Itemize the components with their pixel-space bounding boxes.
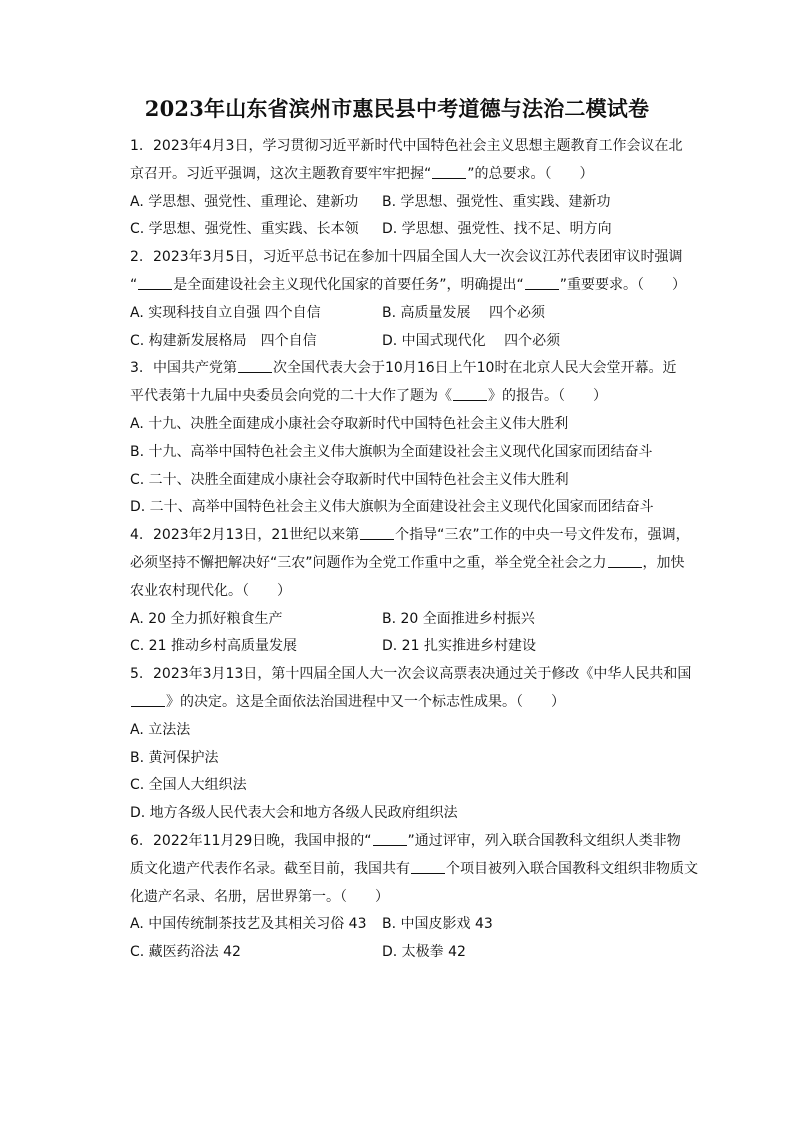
question-4 — [130, 522, 696, 661]
option-b[interactable]: B. 中国皮影戏 43 — [382, 916, 493, 933]
stem-text: “ — [130, 276, 138, 293]
stem-text: 个项目被列入联合国教科文组织非物质文 — [446, 860, 698, 877]
question-stem-line — [130, 856, 696, 884]
option-a[interactable]: A. 20 全力抓好粮食生产 — [130, 610, 283, 627]
answer-blank — [432, 164, 466, 179]
stem-text: 2023年2月13日，21世纪以来第 — [153, 527, 360, 544]
question-number: 1. — [130, 138, 144, 154]
question-2 — [130, 244, 696, 355]
stem-text: 2023年4月3日，学习贯彻习近平新时代中国特色社会主义思想主题教育工作会议在北 — [153, 138, 683, 154]
question-number: 2. — [130, 249, 144, 266]
answer-blank — [238, 358, 272, 373]
option-d[interactable]: D. 太极拳 42 — [382, 944, 466, 961]
option-d[interactable]: D. 二十、高举中国特色社会主义伟大旗帜为全面建设社会主义现代化国家而团结奋斗 — [130, 499, 654, 516]
options — [130, 717, 696, 828]
question-stem-line — [130, 244, 696, 272]
question-3 — [130, 355, 696, 522]
answer-blank — [411, 859, 445, 874]
question-1 — [130, 133, 696, 244]
answer-blank — [373, 831, 407, 846]
question-number: 3. — [130, 360, 144, 377]
question-stem-line — [130, 522, 696, 550]
stem-text: 是全面建设社会主义现代化国家的首要任务”，明确提出“ — [173, 276, 524, 293]
question-stem-line — [130, 578, 696, 606]
question-list — [130, 133, 696, 967]
stem-text: 质文化遗产代表作名录。截至目前，我国共有 — [130, 860, 410, 877]
stem-text: 京召开。习近平强调，这次主题教育要牢牢把握“ — [130, 165, 432, 182]
question-6 — [130, 828, 696, 967]
question-stem-line — [130, 272, 696, 300]
question-number: 4. — [130, 527, 144, 544]
document-title: 2023年山东省滨州市惠民县中考道德与法治二模试卷 — [144, 96, 650, 121]
option-a[interactable]: A. 实现科技自立自强 四个自信 — [130, 304, 321, 321]
options — [130, 411, 696, 522]
question-stem-line — [130, 661, 696, 689]
option-c[interactable]: C. 21 推动乡村高质量发展 — [130, 638, 297, 655]
options — [130, 606, 696, 662]
stem-text: 》的决定。这是全面依法治国进程中又一个标志性成果。（ ） — [166, 693, 565, 710]
option-c[interactable]: C. 藏医药浴法 42 — [130, 944, 241, 961]
stem-text: 中国共产党第 — [153, 360, 237, 377]
option-b[interactable]: B. 20 全面推进乡村振兴 — [382, 610, 535, 627]
answer-blank — [525, 275, 559, 290]
stem-text: 2022年11月29日晚，我国申报的“ — [153, 832, 372, 849]
option-d[interactable]: D. 地方各级人民代表大会和地方各级人民政府组织法 — [130, 805, 458, 822]
answer-blank — [138, 275, 172, 290]
options — [130, 189, 696, 245]
question-stem-line — [130, 884, 696, 912]
option-b[interactable]: B. 黄河保护法 — [130, 749, 219, 766]
question-stem-line — [130, 161, 696, 189]
stem-text: 次全国代表大会于10月16日上午10时在北京人民大会堂开幕。近 — [273, 360, 677, 377]
question-number: 5. — [130, 666, 144, 683]
option-d[interactable]: D. 学思想、强党性、找不足、明方向 — [382, 221, 612, 238]
options — [130, 911, 696, 967]
question-stem-line — [130, 133, 696, 161]
question-stem-line — [130, 828, 696, 856]
option-a[interactable]: A. 十九、决胜全面建成小康社会夺取新时代中国特色社会主义伟大胜利 — [130, 415, 569, 432]
stem-text: ，加快 — [642, 554, 685, 571]
options — [130, 300, 696, 356]
question-5 — [130, 661, 696, 828]
stem-text: ”通过评审，列入联合国教科文组织人类非物 — [407, 832, 681, 849]
option-b[interactable]: B. 学思想、强党性、重实践、建新功 — [382, 193, 611, 210]
question-stem-line — [130, 550, 696, 578]
question-stem-line — [130, 355, 696, 383]
option-b[interactable]: B. 十九、高举中国特色社会主义伟大旗帜为全面建设社会主义现代化国家而团结奋斗 — [130, 443, 653, 460]
stem-text: 必须坚持不懈把解决好“三农”问题作为全党工作重中之重，举全党全社会之力 — [130, 554, 607, 571]
option-c[interactable]: C. 构建新发展格局 四个自信 — [130, 332, 317, 349]
question-stem-line — [130, 383, 696, 411]
stem-text: 》的报告。（ ） — [488, 388, 607, 405]
option-a[interactable]: A. 中国传统制茶技艺及其相关习俗 43 — [130, 916, 367, 933]
option-d[interactable]: D. 中国式现代化 四个必须 — [382, 332, 561, 349]
option-d[interactable]: D. 21 扎实推进乡村建设 — [382, 638, 536, 655]
stem-text: 2023年3月5日，习近平总书记在参加十四届全国人大一次会议江苏代表团审议时强调 — [153, 249, 683, 266]
stem-text: ”重要要求。（ ） — [559, 276, 687, 293]
stem-text: ”的总要求。（ ） — [467, 165, 594, 182]
answer-blank — [453, 386, 487, 401]
question-stem-line — [130, 689, 696, 717]
option-c[interactable]: C. 学思想、强党性、重实践、长本领 — [130, 221, 359, 238]
answer-blank — [360, 525, 394, 540]
option-a[interactable]: A. 学思想、强党性、重理论、建新功 — [130, 193, 359, 210]
stem-text: 平代表第十九届中央委员会向党的二十大作了题为《 — [130, 388, 452, 405]
stem-text: 2023年3月13日，第十四届全国人大一次会议高票表决通过关于修改《中华人民共和国 — [153, 666, 692, 683]
option-c[interactable]: C. 全国人大组织法 — [130, 777, 247, 794]
stem-text: 农业农村现代化。（ ） — [130, 582, 291, 599]
question-number: 6. — [130, 832, 144, 849]
answer-blank — [131, 692, 165, 707]
option-a[interactable]: A. 立法法 — [130, 721, 191, 738]
stem-text: 化遗产名录、名册，居世界第一。（ ） — [130, 888, 389, 905]
option-c[interactable]: C. 二十、决胜全面建成小康社会夺取新时代中国特色社会主义伟大胜利 — [130, 471, 569, 488]
option-b[interactable]: B. 高质量发展 四个必须 — [382, 304, 545, 321]
stem-text: 个指导“三农”工作的中央一号文件发布，强调， — [395, 527, 690, 544]
answer-blank — [608, 553, 642, 568]
